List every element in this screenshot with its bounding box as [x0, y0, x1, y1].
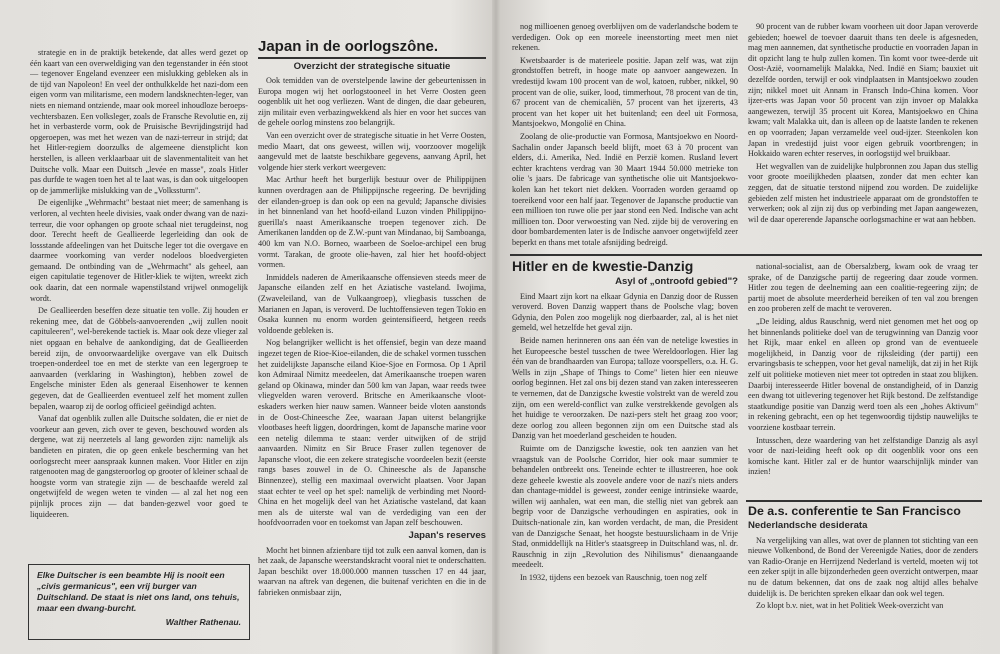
paragraph: Het wegvallen van de zuidelijke hulpbronnen zou Japan dus stellig voor groote moeilijkheden plaatsen, zonder dat men echter kan zeggen, dat de situatie terstond nijpend zou worden. De zuidelijke gebieden zelf misten het industrieele apparaat om de grondstoffen te verwerken; ook al zijn zij dus op verbinding met Japan aangewezen, wil de daar opererende Japansche oorlogsmachine er wat aan hebben.	[748, 161, 978, 224]
article-title-japan: Japan in de oorlogszône.	[258, 38, 439, 55]
paragraph: Na vergelijking van alles, wat over de plannen tot stichting van een nieuwe Volkenbond, de Bond der Vereenigde Naties, door de zenders van Radio-Oranje en Herrijzend Nederland is verteld, moeten wij tot een zeker spijt in alle bijzonderheden geen overzicht ontwerpen, maar nu de datum bekennen, dat ons de zaak nog altijd alles behalve duidelijk is. De berichten spreken elkaar dan ook wel tegen.	[748, 535, 978, 598]
paragraph: Zoolang de olie-productie van Formosa, Mantsjoekwo en Noord-Sachalin onder Japansch beeld blijft, moet 63 à 70 procent van elders, d.i. Amerika, Ned. Indië en Perzië komen. Rusland levert echter krachtens verdrag van 30 Maart 1944 50.000 metrieke ton olie 's jaars. De fabricage van synthetische olie uit Mantsjoekwo-kolen kan het tekort niet dekken. Voorraden worden geraamd op toereikend voor een half jaar. Tegenover de Japansche productie van een millioen ton ruwe olie per jaar stond een Ned. Indische van acht millioen ton. Door verwoesting van Ned. zijde bij de verovering en door bombardementen later is de Indische aanvoer ongetwijfeld zeer beperkt en thans met totale afsnijding bedreigd.	[512, 131, 738, 247]
article-subtitle-danzig: Asyl of „ontroofd gebied"?	[615, 276, 738, 287]
horizontal-divider	[510, 254, 982, 256]
paragraph: Eind Maart zijn kort na elkaar Gdynia en Danzig door de Russen veroverd. Boven Danzig wappert thans de Poolsche vlag; boven Gdynia, den Polen zoo mogelijk nog dierbaarder, zal, al is het niet gemeld, wel hetzelfde het geval zijn.	[512, 291, 738, 333]
paragraph: Mac Arthur heeft het burgerlijk bestuur over de Philippijnen kunnen overdragen aan de Philippijnsche regeering. De bevrijding der eilanden-groep is dan ook op een na gevuld; Japansche divisies in het binnenland van het hoofd-eiland Luzon vinden Philippijno-guerilla's naast Amerikaansche troepen tegenover zich. De Amerikanen landden op de Z.W.-punt van Mindanao, bij Samboanga, 400 km van N.O. Borneo, waarbeen de Soeloe-archipel een brug vormt. Tarakan, de groote olie-haven, zal hier het hoofd-object vormen.	[258, 175, 486, 270]
paragraph: Van een overzicht over de strategische situatie in het Verre Oosten, medio Maart, dat ons geweest, willen wij, voorzoover mogelijk aangevuld met de laatste beschikbare gegevens, aanvang April, het volgende hier sterk verkort weergeven:	[258, 131, 486, 172]
paragraph: Zo klopt b.v. niet, wat in het Politiek Week-overzicht van	[756, 601, 944, 611]
paragraph: „De leiding, aldus Rauschnig, werd niet genomen met het oog op het binnenlands politieke doel van de terugwinning van Danzig voor het Rijk, maar enkel en alleen op grond van de eventueele mogelijkheid, in Danzig voor de rijksleiding (der partij) een ervaringsbasis te scheppen, voor het geval namelijk, dat zij in het Rijk zelf uit politieke motieven niet meer tot optreden in staat zou blijken. Daarbij interesseerde Hitler bovenal de onstandigheid, of in Danzig een dwang tot uitlevering tegenover het Rijk bestond. De zelfstandige staatkundige positie van Danzig werd toen als een „hohes Aktivum" in rekening gebracht, een op het tegenwoordig tijdstip nauwelijks te voorziene kostbaar terrein.	[748, 316, 978, 432]
section-heading-reserves: Japan's reserves	[408, 530, 486, 542]
page-gutter	[492, 0, 500, 654]
right-col4-sf	[748, 504, 978, 650]
paragraph: Ook temidden van de overstelpende lawine der gebeurtenissen in Europa mogen wij het oorlogstooneel in het Verre Oosten geen oogenblik uit het oog verliezen. Want de dingen, die daar gebeuren, zijn militair even verbazingwekkend als hier en voor het succes van de gehele oorlog minstens zoo belangrijk.	[258, 76, 486, 128]
quote-author: Walther Rathenau.	[165, 617, 241, 627]
paragraph: Inmiddels naderen de Amerikaansche offensieven steeds meer de Japansche eilanden zelf en het Aziatische vasteland. Iwojima, (Zwaveleiland, van de Vulkaangroep), vliegbasis tusschen de Marianen en Japan, is veroverd. De luchtoffensieven tegen Tokio en Osaka kunnen nu enorm worden geintensifieerd, hetgeen reeds voldoende gebleken is.	[258, 272, 486, 335]
title-underline	[258, 57, 486, 59]
paragraph: Vanaf dat ogenblik zullen alle Duitsche soldaten, die er niet de voorkeur aan geven, zich over te geven, beschouwd worden als dergene, wat zij neerzetels al lang geworden zijn: namelijk als bandieten en piraten, die op geen enkele bescherming van het oorlogsrecht meer aanspraak kunnen maken. Voor Hitler en zijn ratgenooten mag de gangsteroorlog op grooter of kleiner schaal de hoogste vorm van strategie zijn — de beschaafde wereld zal ongetwijfeld de wegen weten te vinden — al zal het nog een pijnlijk proces zijn — dat banden-gezwel voor goed te liquideeren.	[30, 414, 248, 519]
left-col2	[258, 38, 486, 650]
left-col1	[30, 48, 248, 560]
article-subtitle: Overzicht der strategische situatie	[293, 60, 451, 72]
paragraph: Intusschen, deze waardering van het zelfstandige Danzig als asyl voor de nazi-leiding heeft ook op dit oogenblik voor ons een komische kant. Hitler zal er de huntor waarschijnlijk minder van inzien!	[748, 435, 978, 477]
paragraph: Ruimte om de Danzigsche kwestie, ook ten aanzien van het vraagstuk van de Poolsche Corridor, hier ook maar summier te behandelen ontbreekt ons. Teneinde echter te illustreeren, hoe ook deze geheele kwestie als zoovele andere voor de nazi's niets anders dan chantage-middel is geweest, zonder eenige intrinsieke waarde, willen wij aanhalen, wat een man, die stellig niet van gebrek aan begrip voor de Danzigsche verhoudingen en aspiraties, ook in Duitsch-nationale zin, kan worden verdacht, de man, die President van de Danzigsche Senaat, het hoogste bestuurslichaam in de Vrije Stad, onmiddellijk na Hitler's staatsgreep in Duitschland was, nl. dr. Rauschnig in zijn „Revolution des Nihilismus" dienaangaande meedeelt.	[512, 443, 738, 570]
paragraph: Kwetsbaarder is de materieele positie. Japan zelf was, wat zijn grondstoffen betreft, in hooge mate op aanvoer aangewezen. In vredestijd kwam 100 procent van de wol, katoen, rubber, nikkel, 90 procent van de olie, suiker, lood, timmerhout, 78 procent van de tin, 67 procent van de chemicaliën, 57 procent van het ijzererts, 43 procent van het koper uit het buitenland; een deel uit Formosa, Mantsjoekwo, Mongolië en China.	[512, 55, 738, 129]
quote-text: Elke Duitscher is een beambte Hij is nooit een „civis germanicus", een vrij burger van Duitschland. De staat is niet ons land, ons tehuis, maar een dwang-burcht.	[37, 570, 240, 613]
paragraph: Mocht het binnen afzienbare tijd tot zulk een aanval komen, dan is het zaak, de Japansche weerstandskracht vooral niet te onderschatten. Japan beschikt over 18.000.000 mannen tusschen 17 en 44 jaar, waarvan na aftrek van degenen, die buitenaf verichten en die in de fabrieken onmisbaar zijn,	[258, 545, 486, 597]
paragraph: De eigenlijke „Wehrmacht" bestaat niet meer; de samenhang is verloren, al vechten heele divisies, vaak onder dwang van de nazi-terreur, die voor ophangen op groote schaal niet terugdeinst, nog door. Terecht heeft de Geallieerde legerleiding dan ook de lossstande afdeelingen van het Duitsche leger tot die overgave en daarmee voorkoming van verder nodeloos bloedvergieten gemaand. De ontbinding van de „Wehrmacht" als geheel, aan eigen capitulatie tegenover de Hitler-kliek te wijten, wreekt zich ook daarin, dat een normale wapenstilstand vrijwel onmogelijk wordt.	[30, 198, 248, 303]
right-col4-top	[748, 22, 978, 250]
quote-box	[28, 564, 250, 640]
right-col4-bottom	[748, 262, 978, 492]
right-col3-bottom	[512, 258, 738, 650]
article-title-sanfrancisco: De a.s. conferentie te San Francisco	[748, 504, 961, 518]
paragraph: In 1932, tijdens een bezoek van Rauschnig, toen nog zelf	[520, 573, 708, 583]
sf-divider	[746, 500, 982, 502]
paragraph: strategie en in de praktijk betekende, dat alles werd gezet op één kaart van een overweldiging van den tegenstander in één stoot — tegenover Engeland evenzeer een mislukking gebleken als in de tijd van Napoleon! En veel der onthulkkelde het nazi-dom een eigen vorm van militarisme, een modern landsknechten-leger, van niets en niemand ontziende, maar ook moreel inhoudloze beroeps-vechtersbazen. Een volksleger, zoals de Fransche Revolutie en, zij het in verbasterde vorm, ook de Pruisische Bevrijdingstrijd had opgeroepen, was met het wezen van de nazi-terreur in strijd; dat het Hitler-regiem doorzulks de algemeene dienstplicht kon herstellen, is alleen verklaarbaar uit de slavenmentaliteit van het Duitsche volk. Maar een Duitsch „levée en masse", zoals Hitler pas durfde te wagen toen het al te laat was, is dan ook uitgeloopen op de jammerlijke mislukking van de „Volkssturm".	[30, 48, 248, 195]
paragraph: national-socialist, aan de Obersalzberg, kwam ook de vraag ter sprake, of de Danzigsche partij de regeering daar zoude vormen. Hitler zou tegen de deelneming aan een coalitie-regeering zijn; de partij moet de absolute meerderheid bereiken of ten val zou brengen en zoo proberen zelf de macht te veroveren.	[748, 262, 978, 314]
paragraph: nog millioenen genoeg overblijven om de vaderlandsche bodem te verdedigen. Ook op een moreele ineenstorting meet men niet rekenen.	[512, 22, 738, 53]
paragraph: De Geallieerden beseffen deze situatie ten volle. Zij houden er rekening mee, dat de Göbbels-aanvoerenden „wij zullen nooit capituleeren", wel-berekende tactiek is. Maar ook deze vlieger zal niet opgaan en behalve de aankondiging, dat de Geallieerden bereid zijn, de onvoorwaardelijke overgave van elk Duitsch troepen-onderdeel toe en met de sterkte van een legergroep te aanvaarden (verklaring in Washington), hebben zowel de Engelsche minister Eden als generaal Eisenhower te kennen gegeven, dat de Geallieerden eventueel zelf het moment zullen bepalen, waarop zij de oorlog officieel geëindigd achten.	[30, 306, 248, 411]
paragraph: 90 procent van de rubber kwam voorheen uit door Japan veroverde gebieden; hoewel de toevoer daaruit thans ten deele is afgesneden, mag men aannemen, dat synthetische productie en voorraden Japan in dit opzicht lang te hulp zullen komen. Tin komt voor twee-derde uit Oost-Azië, voornamelijk Malakka, Ned. Indië en Siam; bauxiet uit dezelfde oorden, terwijl er ook vindplaatsen in Mantsjoekwo zouden zijn; nikkel moet uit Annam in Fransch Indo-China komen. Voor ijzer-erts was Japan voor 50 procent van zijn invoer op Malakka aangewezen, terwijl 35 procent uit Korea, Mantsjoekwo en China kwam; valt Malakka uit, dan is alleen op de laatste landen te rekenen en op voorraden; Japan verzamelde veel oud-ijzer. Steenkolen kon Japan in vredestijd juist voor eigen gebruik voortbrengen; in Hokkaido waren echter reserves, in oorlogstijd wel bruikbaar.	[748, 22, 978, 159]
article-title-danzig: Hitler en de kwestie-Danzig	[512, 258, 694, 274]
paragraph: Beide namen herinneren ons aan één van de netelige kwesties in het Europeesche bestel tusschen de twee Wereldoorlogen. Hier lag één van de brandhaarden van Europa; talloze voorspellers, o.a. H. G. Wells in zijn „Shape of Things to Come" lieten hier een nieuwe oorlog beginnen. Het zal ons bij dezen stand van zaken interesseeren te vernemen, dat de Danzigsche kwestie volstrekt van de wereld zou zijn, om een wereld-conflict van zulke verstrekkende gevolgen als het huidige te veroorzaken. De nazi-pers stelt het graag zoo voor; deze oorlog zou alleen begonnen zijn om een Duitsche stad als Danzig van het moederland gescheiden te houden.	[512, 335, 738, 441]
article-subtitle-sf: Nederlandsche desiderata	[748, 520, 868, 531]
paragraph: Nog belangrijker wellicht is het offensief, begin van deze maand ingezet tegen de Rioe-Kioe-eilanden, die de schakel vormen tusschen het zuidelijkste Japansche eiland Kioe-Sjoe en Formosa. Op 1 April kon Admiraal Nimitz meedeelen, dat Amerikaansche troepen waren geland op Okinawa, minder dan 500 km van Japan, waar reeds twee vliegvelden waren veroverd. Britsche en Amerikaansche vloot-eskaders werken hier nauw samen. Wanneer beide vloten aanstonds in de Oost-Chineesche Zee, waaraan Japan uiterst belangrijke vlootbases heeft liggen, doordringen, komt de Japansche marine voor een netelig dilemma te staan: verder uitwijken of de strijd aanvaarden. Nimitz en Sir Bruce Fraser zullen tegenover de Japansche vloot, die een zekere strategische voordeelen bezit (eerste rangs bases zouwel in de O. Chineesche als de Japansche Binnenzee), stellig een maximaal overwicht plaatsen. Voor Japan staat echter te veel op het spel: namelijk de verbinding met Noord-China en het mogelijk deel van het Aziatische vasteland, dat kaan men als de uiterste wal van de verdediging van een der hoofdvoorraden voor en toekomst van Japan zelf beschouwen.	[258, 338, 486, 528]
right-col3-top	[512, 22, 738, 250]
